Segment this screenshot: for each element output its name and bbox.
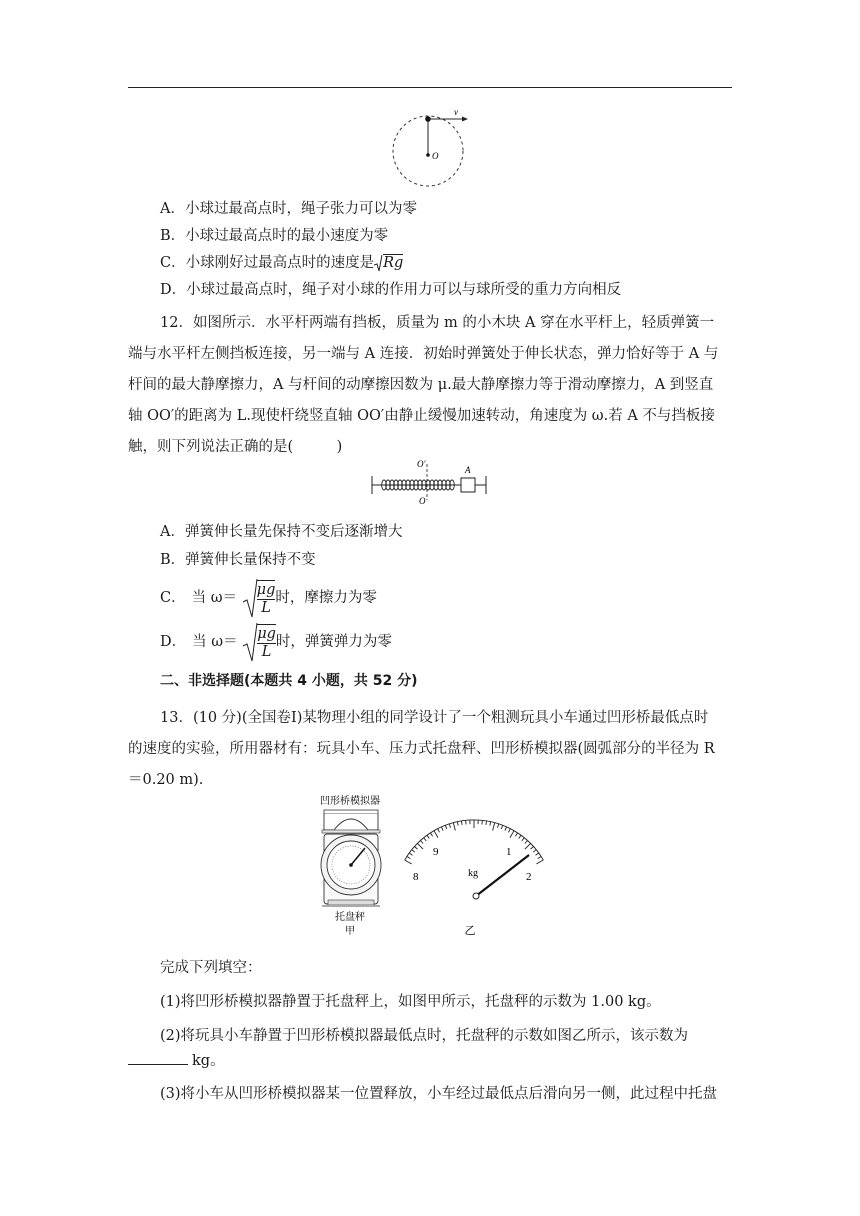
dial-tick-mark [445, 825, 447, 829]
caption-yi: 乙 [464, 925, 476, 937]
dial-tick-mark [453, 823, 455, 831]
q13-fill-in-prompt: 完成下列填空： [160, 960, 262, 976]
dial-tick-1: 1 [506, 846, 512, 858]
label-o: O [432, 151, 439, 161]
dial-tick-mark [462, 821, 463, 825]
q12-option-d: D． 当 ω＝ $\frac{\mu g}{L}$ 时，弹簧弹力为零 [160, 622, 392, 660]
dial-tick-mark [417, 843, 423, 849]
dial-tick-mark [409, 853, 412, 855]
dial-tick-mark [525, 843, 531, 849]
dial-tick-mark [533, 850, 536, 853]
dial-tick-mark [466, 820, 467, 824]
dial-tick-mark [510, 831, 514, 838]
caption-jia: 甲 [345, 926, 355, 937]
dial-tick-mark [486, 821, 487, 825]
q12-stem: 12．如图所示．水平杆两端有挡板，质量为 m 的小木块 A 穿在水平杆上，轻质弹簧一 端与水平杆左侧挡板连接，另一端与 A 连接．初始时弹簧处于伸长状态，弹力恰好等于 A 与 杆间的最大静摩擦力，A 与杆间的动摩擦因数为 μ.最大静摩擦力等于滑动摩擦力，A 到竖直 轴 OO′的距离为 L.现使杆绕竖直轴 OO′由静止缓慢加速转动，角速度为 ω.若 A 不与挡板接 触，则下列说法正确的是( ) [128, 315, 719, 455]
q12-option-c: C． 当 ω＝ $\frac{\mu g}{L}$ 时，摩擦力为零 [160, 578, 377, 616]
dial-tick-mark [536, 853, 539, 855]
sqrt-mug-over-l: $\frac{\mu g}{L}$ [242, 578, 276, 618]
dial-tick-mark [438, 829, 440, 833]
dial-tick-mark [531, 847, 534, 850]
dial-tick-mark [424, 838, 427, 841]
q13-item-1: (1)将凹形桥模拟器静置于托盘秤上，如图甲所示，托盘秤的示数为 1.00 kg。 [160, 994, 661, 1010]
spring-rod-figure [368, 458, 492, 506]
dial-tick-mark [525, 841, 528, 844]
dial-tick-mark [538, 856, 541, 858]
dial-tick-9: 9 [433, 846, 439, 858]
label-o-bottom: O [419, 496, 426, 506]
dial-tick-2: 2 [526, 871, 532, 883]
q12-option-b: B．弹簧伸长量保持不变 [160, 552, 316, 568]
dial-tick-mark [405, 860, 412, 864]
dial-tick-mark [407, 856, 410, 858]
answer-blank[interactable] [128, 1050, 188, 1065]
dial-tick-mark [415, 847, 418, 850]
scale-label: 托盘秤 [335, 912, 365, 923]
dial-tick-mark [493, 823, 495, 831]
q13-item-2-answer: kg。 [128, 1050, 225, 1071]
dial-tick-mark [427, 835, 429, 838]
figure-yi-dial [398, 808, 548, 938]
dial-tick-mark [449, 824, 450, 828]
circle-motion-figure [390, 104, 474, 190]
dial-tick-mark [515, 833, 517, 836]
label-v: v [454, 107, 458, 117]
q11-option-b: B．小球过最高点时的最小速度为零 [160, 228, 389, 244]
q13-stem: 13．(10 分)(全国卷Ⅰ)某物理小组的同学设计了一个粗测玩具小车通过凹形桥最低点时 的速度的实验，所用器材有：玩具小车、压力式托盘秤、凹形桥模拟器(圆弧部分的半径为 R ＝0.20 m). [128, 710, 715, 788]
dial-tick-mark [434, 831, 438, 838]
sqrt-mug-over-l-d: $\frac{\mu g}{L}$ [242, 622, 276, 662]
dial-tick-mark [536, 860, 543, 864]
q13-item-3: (3)将小车从凹形桥模拟器某一位置释放，小车经过最低点后滑向另一侧，此过程中托盘 [160, 1086, 718, 1102]
q11-option-a: A．小球过最高点时，绳子张力可以为零 [160, 201, 417, 217]
label-a: A [465, 465, 471, 475]
bridge-simulator-label: 凹形桥模拟器 [320, 796, 380, 807]
dial-tick-mark [430, 833, 432, 836]
dial-tick-8: 8 [413, 871, 419, 883]
dial-tick-mark [457, 822, 458, 826]
dial-tick-mark [501, 825, 503, 829]
sqrt-rg: Rg [374, 253, 403, 273]
figure-jia-scale [300, 790, 400, 938]
q13-item-2: (2)将玩具小车静置于凹形桥模拟器最低点时，托盘秤的示数如图乙所示，该示数为 [160, 1028, 689, 1044]
dial-ticks [405, 820, 544, 864]
label-o-prime: O′ [417, 459, 426, 469]
header-rule [128, 87, 732, 88]
q12-option-a: A．弹簧伸长量先保持不变后逐渐增大 [160, 524, 403, 540]
dial-tick-mark [498, 824, 499, 828]
dial-tick-mark [421, 841, 424, 844]
dial-tick-mark [482, 820, 483, 824]
q11-option-d: D．小球过最高点时，绳子对小球的作用力可以与球所受的重力方向相反 [160, 282, 622, 298]
section-2-heading: 二、非选择题(本题共 4 小题，共 52 分) [160, 673, 418, 689]
dial-tick-mark [509, 829, 511, 833]
dial-tick-mark [412, 850, 415, 853]
q11-option-c: C．小球刚好过最高点时的速度是 Rg [160, 255, 404, 271]
dial-tick-mark [522, 838, 525, 841]
dial-tick-mark [490, 822, 491, 826]
dial-tick-mark [519, 835, 521, 838]
dial-tick-mark [442, 827, 444, 831]
dial-unit: kg [468, 868, 478, 879]
dial-tick-mark [505, 827, 507, 831]
